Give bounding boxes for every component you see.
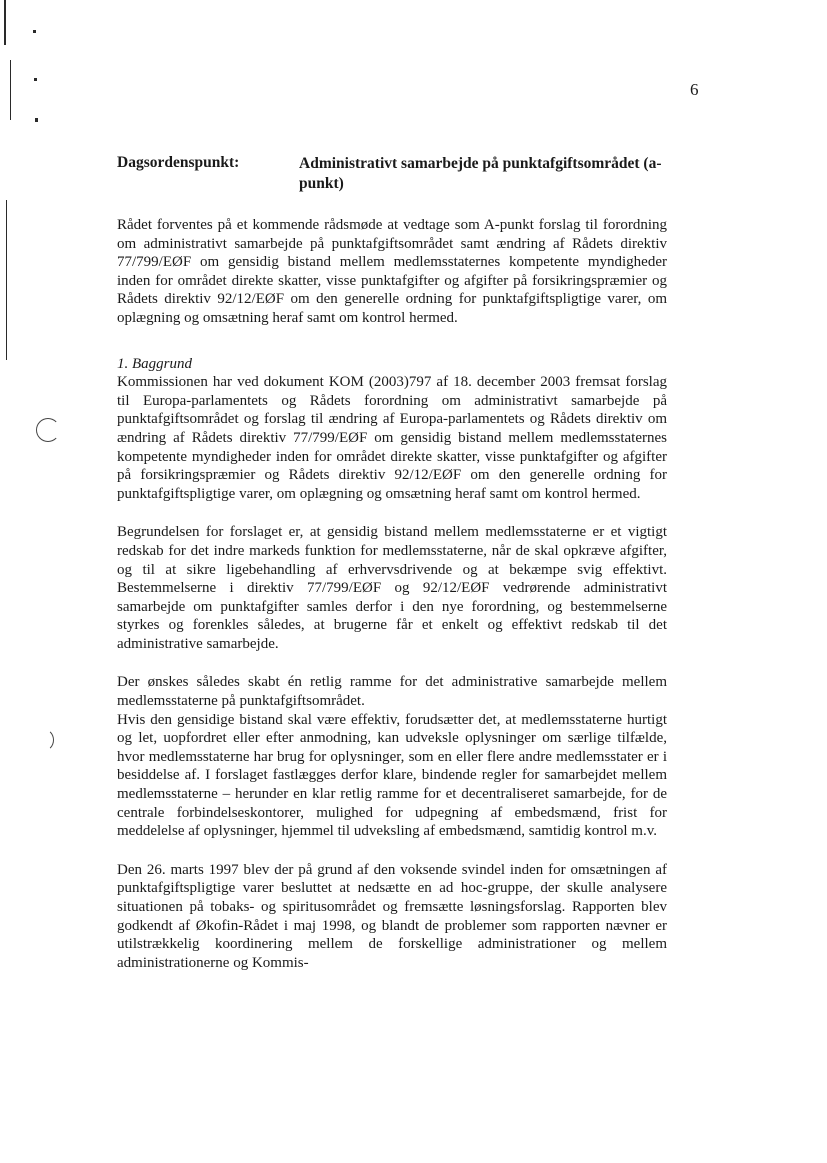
intro-paragraph: Rådet forventes på et kommende rådsmøde at vedtage som A-punkt forslag til forordning om administrativt samarbejde på punktafgiftsområdet samt ændring af Rådets direktiv 77/799/EØF om gensidig bistand mellem medlemsstaternes kompetente myndigheder inden for området direkte skatter, visse punktafgifter og afgifter på forsikringspræmier og Rådets direktiv 92/12/EØF om den generelle ordning for punktafgiftspligtige varer, om oplægning og omsætning heraf samt om kontrol hermed. — [117, 217, 667, 326]
punch-hole — [30, 728, 54, 752]
scan-mark — [10, 60, 11, 120]
scan-mark — [35, 118, 38, 122]
paragraph: Kommissionen har ved dokument KOM (2003)797 af 18. december 2003 fremsat forslag til Europa-parlamentets og Rådets forordning om administrativt samarbejde på punktafgiftsområdet og forslag til ændring af Europa-parlamentets og Rådets direktiv om ændring af Rådets direktiv 77/799/EØF om gensidig bistand mellem medlemsstaternes kompetente myndigheder inden for området direkte skatter, visse punktafgifter og afgifter på forsikringspræmier og Rådets direktiv 92/12/EØF om den generelle ordning for punktafgiftspligtige varer, om oplægning og omsætning heraf samt om kontrol hermed. — [117, 374, 667, 502]
section-heading: 1. Baggrund — [117, 355, 192, 372]
agenda-title: Administrativt samarbejde på punktafgiftsområdet (a-punkt) — [299, 155, 662, 192]
page-number: 6 — [690, 80, 699, 99]
paragraph: Hvis den gensidige bistand skal være effektiv, forudsætter det, at medlemsstaterne hurtigt og let, uopfordret eller efter anmodning, kan udveksle oplysninger om særlige tilfælde, hvor medlemsstaterne har brug for oplysninger, som en eller flere andre medlemsstater er i besiddelse af. I forslaget fastlægges derfor klare, bindende regler for samarbejdet mellem medlemsstaterne – herunder en klar retlig ramme for et decentraliseret samarbejde, for de centrale forbindelseskontorer, mulighed for udpegning af embedsmænd, frist for meddelelse af oplysninger, hjemmel til udveksling af embedsmænd, samtidig kontrol m.v. — [117, 711, 667, 840]
document-body — [117, 216, 667, 972]
scan-mark — [6, 200, 7, 360]
agenda-label: Dagsordenspunkt: — [117, 154, 240, 171]
scan-mark — [34, 78, 37, 81]
punch-hole — [36, 418, 60, 442]
scan-mark — [33, 30, 36, 33]
paragraph: Den 26. marts 1997 blev der på grund af den voksende svindel inden for omsætningen af punktafgiftspligtige varer besluttet at nedsætte en ad hoc-gruppe, der skulle analysere situationen på tobaks- og spiritusområdet og fremsætte løsningsforslag. Rapporten blev godkendt af Økofin-Rådet i maj 1998, og blandt de problemer som rapporten nævner er utilstrækkelig koordinering mellem de forskellige administrationer og mellem administrationerne og Kommis- — [117, 861, 667, 971]
scan-mark — [4, 0, 6, 45]
paragraph: Begrundelsen for forslaget er, at gensidig bistand mellem medlemsstaterne er et vigtigt redskab for det indre markeds funktion for medlemsstaterne, når de skal opkræve afgifter, og til at sikre ligebehandling af erhvervsdrivende og at bekæmpe svig effektivt. Bestemmelserne i direktiv 77/799/EØF og 92/12/EØF vedrørende administrativt samarbejde om punktafgifter samles derfor i den nye forordning, og bestemmelserne styrkes og forenkles således, at brugerne får et enkelt og effektivt redskab til det administrative samarbejde. — [117, 524, 667, 652]
paragraph: Der ønskes således skabt én retlig ramme for det administrative samarbejde mellem medlemsstaterne på punktafgiftsområdet. — [117, 674, 667, 710]
